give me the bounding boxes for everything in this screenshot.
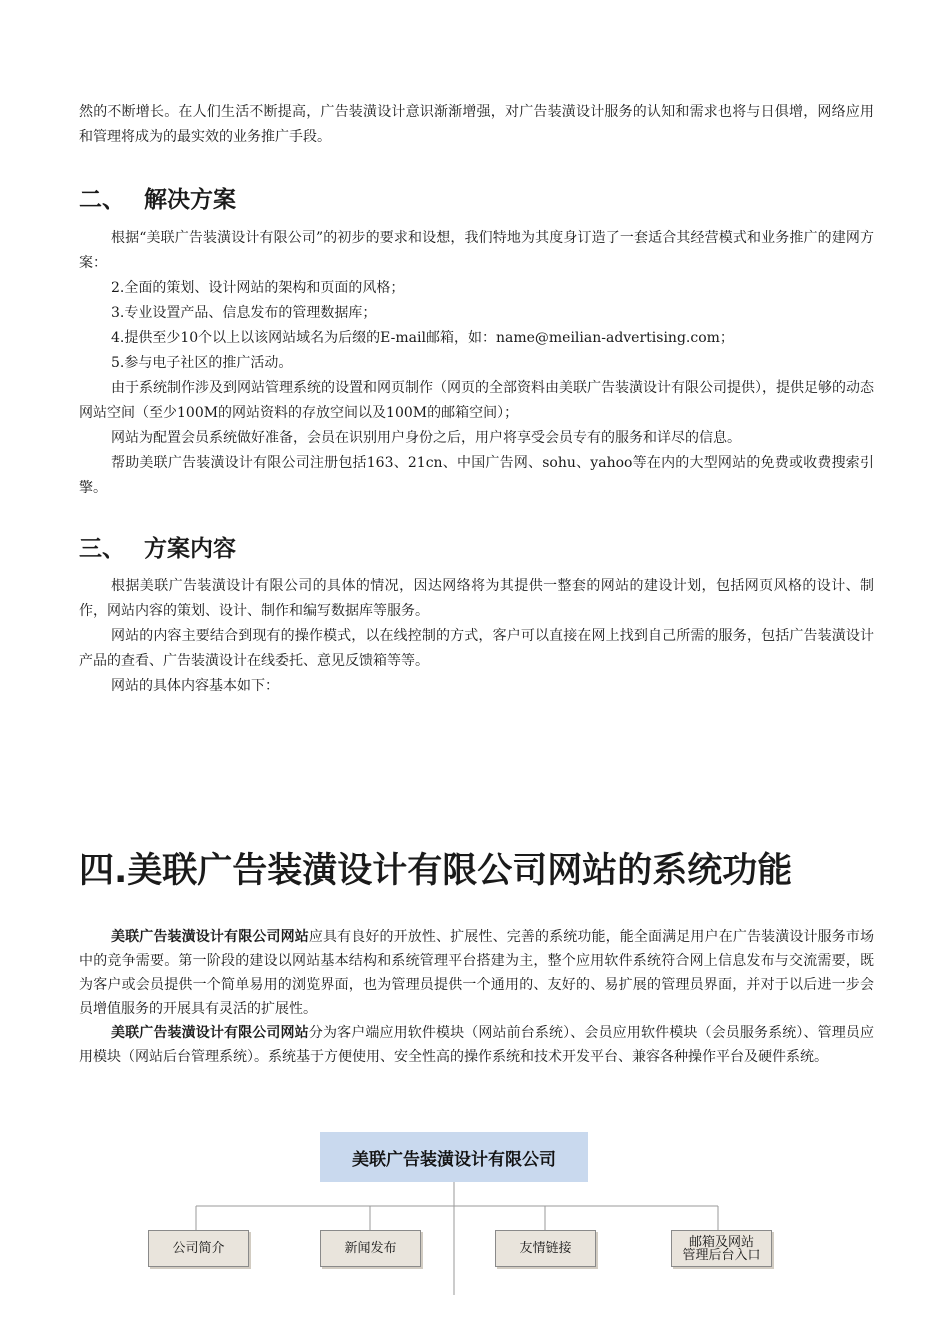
section-2-paragraph-2: 由于系统制作涉及到网站管理系统的设置和网页制作（网页的全部资料由美联广告装潢设计有限公司提供），提供足够的动态网站空间（至少100M的网站资料的存放空间以及100M的邮箱空间）； (79, 380, 874, 421)
diagram-node-admin-line-2: 管理后台入口 (682, 1247, 761, 1263)
list-item: 2.全面的策划、设计网站的架构和页面的风格； (111, 280, 405, 296)
diagram-node-news: 新闻发布 (320, 1230, 421, 1267)
list-item: 5.参与电子社区的推广活动。 (111, 355, 293, 371)
section-3-paragraph-3: 网站的具体内容基本如下： (111, 678, 279, 694)
section-4-body (79, 925, 874, 1069)
diagram-connectors (196, 1182, 718, 1295)
section-3-paragraph-1: 根据美联广告装潢设计有限公司的具体的情况，因达网络将为其提供一整套的网站的建设计划，包括网页风格的设计、制作，网站内容的策划、设计、制作和编写数据库等服务。 (79, 578, 874, 619)
company-site-name: 美联广告装潢设计有限公司网站 (111, 1025, 309, 1041)
diagram-root-node: 美联广告装潢设计有限公司 (320, 1132, 588, 1182)
section-4-paragraph-2 (79, 1021, 874, 1069)
section-2-paragraph-1: 根据“美联广告装潢设计有限公司”的初步的要求和设想，我们特地为其度身订造了一套适合其经营模式和业务推广的建网方案： (79, 230, 874, 271)
diagram-node-admin-line-1: 邮箱及网站 (688, 1234, 754, 1250)
section-3-heading (79, 534, 236, 564)
diagram-node-links: 友情链接 (495, 1230, 596, 1267)
section-4-paragraph-2-text: 分为客户端应用软件模块（网站前台系统）、会员应用软件模块（会员服务系统）、管理员应用模块（网站后台管理系统）。系统基于方便使用、安全性高的操作系统和技术开发平台、兼容各种操作平台及硬件系统。 (79, 1025, 875, 1065)
section-3-title: 方案内容 (144, 536, 236, 562)
section-2-paragraph-3: 网站为配置会员系统做好准备，会员在识别用户身份之后，用户将享受会员专有的服务和详尽的信息。 (111, 430, 741, 446)
section-3-body (79, 574, 874, 699)
section-3-number: 三、 (79, 536, 125, 562)
section-4-paragraph-1-text: 应具有良好的开放性、扩展性、完善的系统功能，能全面满足用户在广告装潢设计服务市场中的竞争需要。第一阶段的建设以网站基本结构和系统管理平台搭建为主，整个应用软件系统符合网上信息发布与交流需要，既为客户或会员提供一个简单易用的浏览界面，也为管理员提供一个通用的、友好的、易扩展的管理员界面，并对于以后进一步会员增值服务的开展具有灵活的扩展性。 (79, 929, 875, 1017)
diagram-node-admin (671, 1230, 772, 1267)
company-site-name: 美联广告装潢设计有限公司网站 (111, 929, 309, 945)
list-item: 4.提供至少10个以上以该网站域名为后缀的E-mail邮箱，如：name@meilian-advertising.com； (111, 330, 734, 346)
section-3-paragraph-2: 网站的内容主要结合到现有的操作模式，以在线控制的方式，客户可以直接在网上找到自己所需的服务，包括广告装潢设计产品的查看、广告装潢设计在线委托、意见反馈箱等等。 (79, 628, 874, 669)
intro-paragraph: 然的不断增长。在人们生活不断提高，广告装潢设计意识渐渐增强，对广告装潢设计服务的认知和需求也将与日俱增，网络应用和管理将成为的最实效的业务推广手段。 (79, 104, 874, 145)
section-2-paragraph-4: 帮助美联广告装潢设计有限公司注册包括163、21cn、中国广告网、sohu、yahoo等在内的大型网站的免费或收费搜索引擎。 (79, 455, 874, 496)
section-4-paragraph-1 (79, 925, 874, 1021)
section-2-heading (79, 185, 236, 215)
diagram-node-company-intro: 公司简介 (148, 1230, 249, 1267)
section-2-title: 解决方案 (144, 187, 236, 213)
section-2-body (79, 226, 874, 501)
section-4-heading: 四.美联广告装潢设计有限公司网站的系统功能 (79, 851, 793, 891)
list-item: 3.专业设置产品、信息发布的管理数据库； (111, 305, 377, 321)
section-2-number: 二、 (79, 187, 125, 213)
